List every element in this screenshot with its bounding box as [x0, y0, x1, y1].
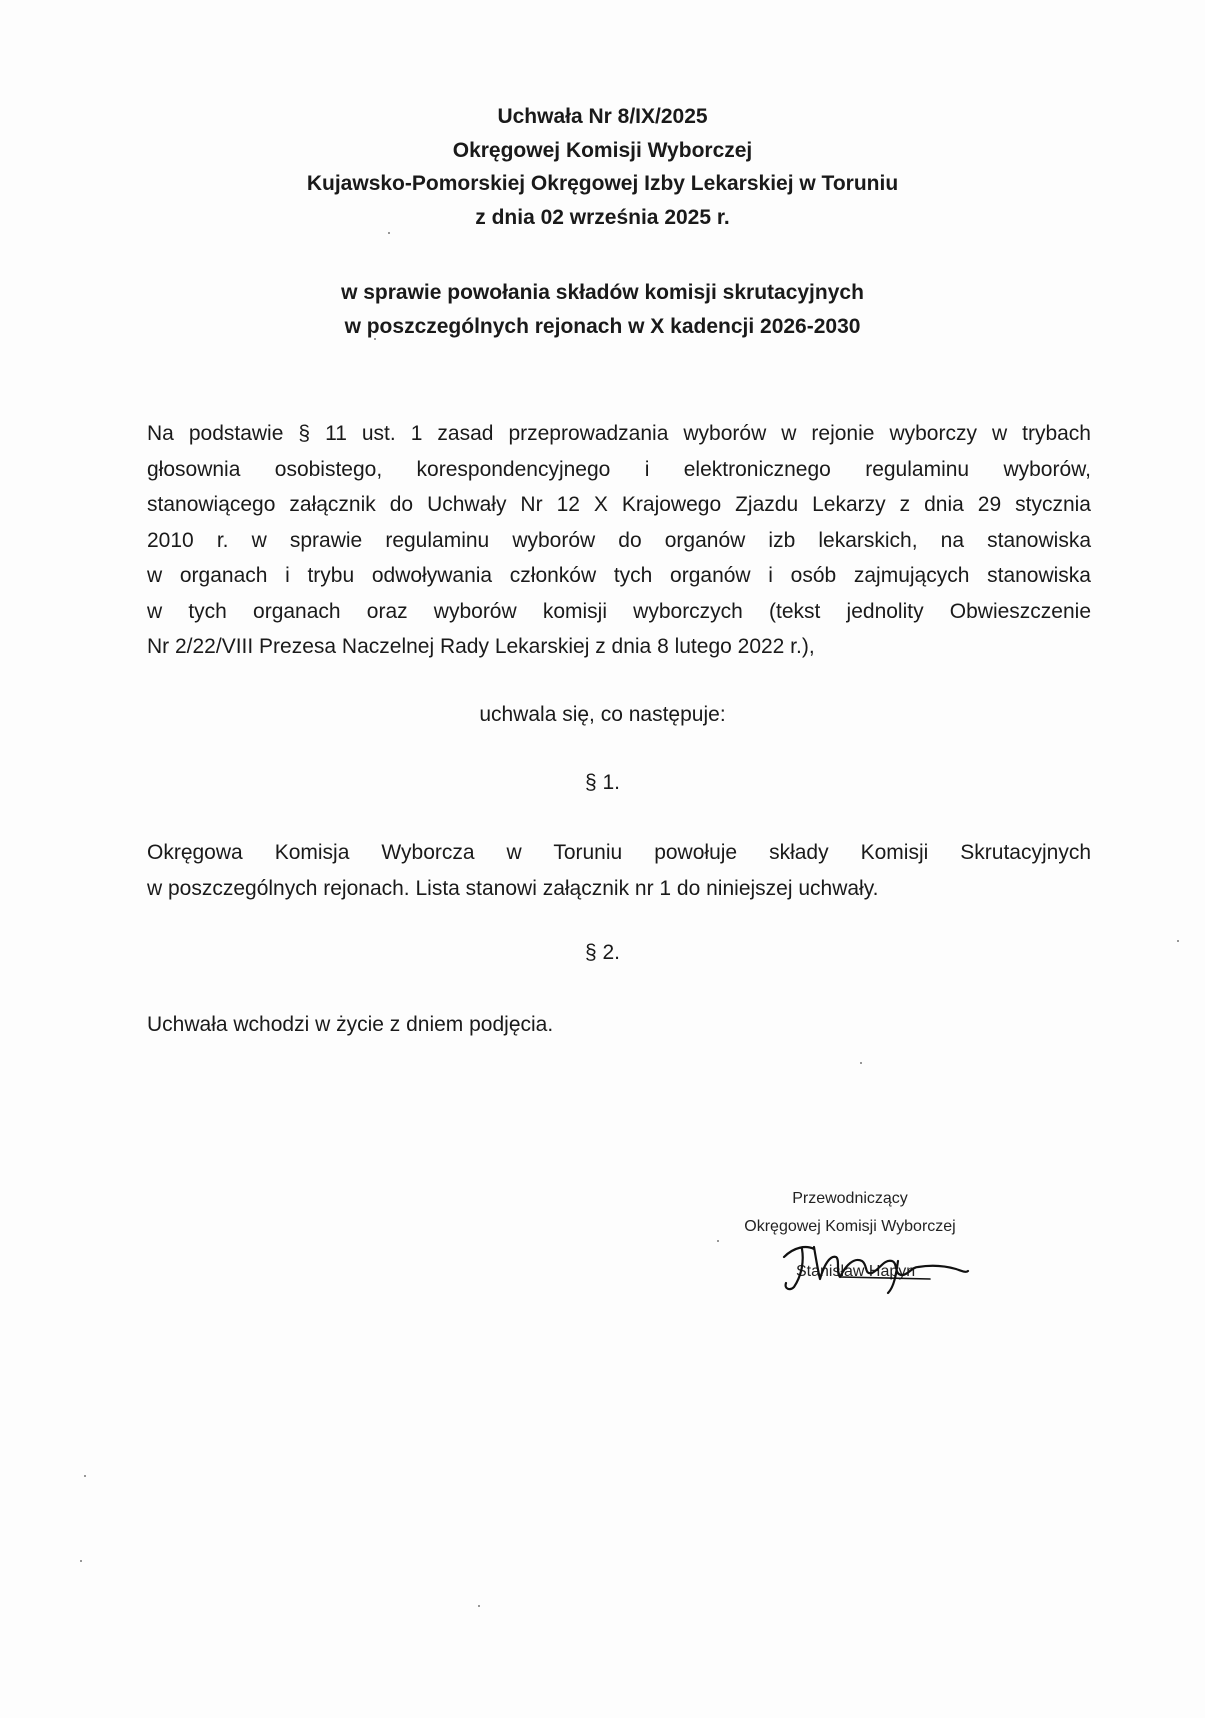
scan-speck	[717, 1240, 719, 1242]
signatory-title: Przewodniczący	[792, 1190, 908, 1207]
section-2-heading: § 2.	[584, 941, 621, 964]
issuing-chamber: Kujawsko-Pomorskiej Okręgowej Izby Lekarskiej w Toruniu	[306, 172, 899, 195]
section-1-paragraph	[147, 835, 1091, 906]
scan-speck	[84, 1475, 86, 1477]
subject-line-1: w sprawie powołania składów komisji skrutacyjnych	[341, 281, 864, 304]
preamble-line: w tych organach oraz wyborów komisji wyborczych (tekst jednolity Obwieszczenie	[147, 599, 1091, 623]
section-1-line: w poszczególnych rejonach. Lista stanowi załącznik nr 1 do niniejszej uchwały.	[147, 876, 879, 900]
signature-block	[700, 1185, 1000, 1241]
scan-speck	[478, 1605, 480, 1607]
resolution-number: Uchwała Nr 8/IX/2025	[497, 105, 708, 128]
section-1-line: Okręgowa Komisja Wyborcza w Toruniu powołuje składy Komisji Skrutacyjnych	[147, 841, 1091, 864]
resolution-subject	[0, 276, 1205, 344]
issuing-body: Okręgowej Komisji Wyborczej	[452, 138, 753, 162]
section-2-paragraph	[147, 1007, 1091, 1043]
preamble-line: Na podstawie § 11 ust. 1 zasad przeprowadzania wyborów w rejonie wyborczy w trybach	[147, 422, 1091, 445]
section-1-heading: § 1.	[584, 771, 621, 794]
section-2-text: Uchwała wchodzi w życie z dniem podjęcia.	[147, 1013, 554, 1036]
resolution-date: z dnia 02 września 2025 r.	[475, 205, 730, 229]
handwritten-signature	[780, 1235, 970, 1295]
scan-speck	[80, 1560, 82, 1562]
scan-speck	[388, 232, 390, 234]
scan-speck	[374, 338, 376, 340]
signatory-body: Okręgowej Komisji Wyborczej	[744, 1218, 956, 1235]
preamble-paragraph	[147, 416, 1091, 665]
subject-line-2: w poszczególnych rejonach w X kadencji 2026-2030	[344, 315, 861, 338]
scan-speck	[860, 1062, 862, 1064]
preamble-line: 2010 r. w sprawie regulaminu wyborów do organów izb lekarskich, na stanowiska	[147, 528, 1091, 552]
preamble-line: Nr 2/22/VIII Prezesa Naczelnej Rady Lekarskiej z dnia 8 lutego 2022 r.),	[147, 635, 815, 658]
resolves-clause: uchwala się, co następuje:	[479, 703, 726, 726]
scan-speck	[1177, 940, 1179, 942]
preamble-line: głosownia osobistego, korespondencyjnego i elektronicznego regulaminu wyborów,	[147, 457, 1091, 481]
resolution-header	[0, 100, 1205, 234]
preamble-line: w organach i trybu odwoływania członków tych organów i osób zajmujących stanowiska	[147, 564, 1091, 587]
preamble-line: stanowiącego załącznik do Uchwały Nr 12 X Krajowego Zjazdu Lekarzy z dnia 29 stycznia	[147, 493, 1091, 516]
signatory-name: Stanisław Hapyn	[796, 1263, 916, 1280]
